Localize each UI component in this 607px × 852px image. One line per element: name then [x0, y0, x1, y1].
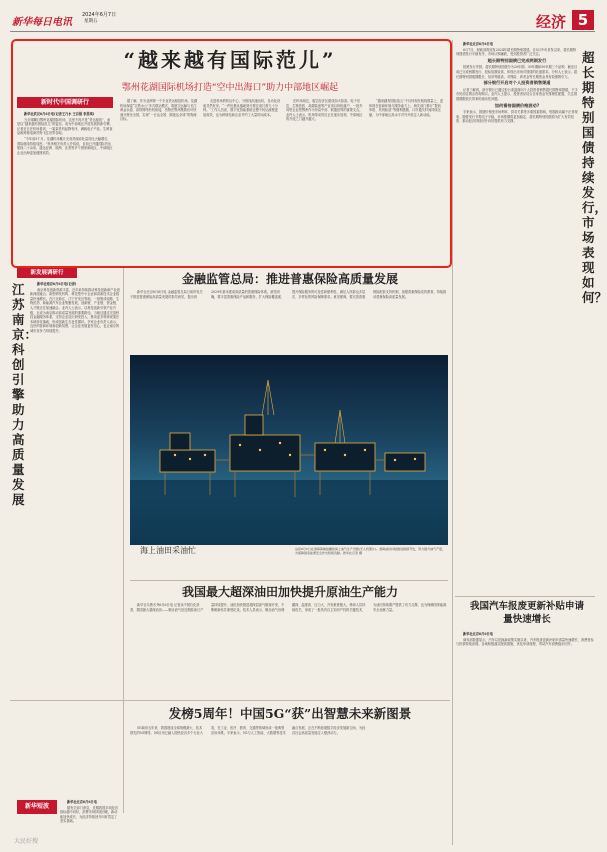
oil-headline: 我国最大超深油田加快提升原油生产能力	[181, 585, 398, 599]
right-body1: 6月7日，财政部将续发2024年超长期特别国债。自5月中旬首发以来，超长期特别国债发行平稳有序，市场认购踊跃，受到投资者广泛关注。	[456, 47, 577, 57]
photo-note: 这是6月5日在渤海海域拍摄的海上油气生产设施(无人机照片)。渤海油田持续推进勘探开发，努力提升油气产量，为保障国家能源安全作出积极贡献。新华社记者 摄	[295, 547, 446, 556]
top-story-col4	[286, 99, 364, 261]
top-story-col1	[17, 112, 113, 262]
oil-body-text: 新华社乌鲁木齐6月6日电 记者从中国石化获悉，我国最大超深油田——顺北油气田近期原油日产量持续提升，油田加快推进超深层油气勘探开发，不断刷新钻井深度纪录。技术人员表示，顺北油气田埋藏深、温度高、压力大，开发难度极大，科研人员持续攻关，形成了一批具有自主知识产权的关键技术，为油田持续增产提供了有力支撑，也为保障国家能源安全贡献力量。	[130, 603, 447, 612]
left-byline: 新华社南京6月6日电(记者)	[37, 282, 77, 286]
top-story-col4-text: 走进机场的转运中心，分拣线高速运转，自动化设备井然有序。“一件包裹从落地到分拨完成只需几十分钟。”工作人员说，数字化智能系统让整个转运流程更加高效，也为跨境电商企业节约了大量时间成本。	[203, 99, 281, 117]
auto-byline: 新华社北京6月6日电	[463, 632, 493, 636]
brief-badge	[17, 800, 57, 814]
oil-body	[130, 603, 448, 698]
right-sub2: 部分银行开启对个人投资者销售渠道	[483, 80, 551, 86]
center-body	[130, 290, 448, 352]
right-body2: 按照发行安排，超长期特别国债分为20年期、30年期和50年期三个品种，截至目前已完成两期发行，投标倍数较高，体现出市场对国债的旺盛需求。分析人士表示，超长期特别国债期限长、信用等级高，对保险、养老金等长期资金具有较强吸引力。	[456, 65, 578, 79]
top-story-col2-text: “今年前5个月，花湖机场累计完成货邮吞吐量同比大幅增长，国际航线持续加密。”机场相关负责人介绍说，目前已开通国际货运航线二十余条，通达亚洲、欧洲、北美等多个国家和地区，中部地区企业出海更加便捷高效。	[17, 136, 113, 155]
top-story-col2	[120, 99, 198, 261]
auto-body	[456, 632, 594, 842]
photo-caption: 海上油田采油忙	[140, 546, 196, 555]
brief-body-text: 据有关部门消息，近期我国多项经济指标稳中向好，消费市场持续回暖，新动能加快成长，为经济持续回升向好奠定了坚实基础。	[60, 805, 118, 824]
bottom-rule	[10, 700, 450, 701]
brief-badge-text: 新华短波	[24, 803, 49, 810]
brief-body	[60, 800, 120, 845]
masthead-rule	[10, 31, 595, 32]
issue-date: 2024年6月7日	[82, 12, 117, 18]
paper-logo: 新华每日电讯	[12, 17, 72, 28]
top-story-subheadline: 鄂州花湖国际机场打造“空中出海口”助力中部地区崛起	[121, 83, 339, 93]
issue-weekday: 星期五	[84, 19, 98, 24]
auto-headline: 我国汽车报废更新补贴申请量快速增长	[469, 601, 584, 625]
left-badge-text: 新发展调研行	[30, 270, 64, 276]
column-badge-text: 新时代中国调研行	[40, 99, 89, 106]
page-number-box	[572, 10, 594, 30]
top-story-col3-text: 据了解，作为亚洲第一个专业货运枢纽机场，花湖机场探索“空铁水公”多式联运模式，将航空运输与长江黄金水道、高铁网络有机衔接，货物在鄂州集散后可快速分拨至全国，实现“一日达全国、隔夜达全球”的物流目标。	[120, 99, 198, 122]
fiveg-body-text: 5G商用五年来，我国建成全球规模最大、技术领先的5G网络，5G应用已融入国民经济多个行业大类，在工业、医疗、教育、交通等领域形成一批典型应用场景。专家表示，5G与人工智能、大数据等技术融合发展，正在不断拓展数字经济发展新空间，为经济社会高质量发展注入强劲动力。	[130, 726, 366, 735]
right-headline: 超长期特别国债持续发行，市场表现如何？	[582, 50, 607, 305]
top-story-col3	[203, 99, 281, 261]
brief-byline: 新华社北京6月6日电	[67, 800, 97, 804]
top-story-col6-text: “越来越有国际范儿”不仅体现在航线数量上，更体现在营商环境与服务能力上。海关部门推行“提前申报、货到验放”等便利措施，口岸通关时间持续压缩，为中部地区高水平对外开放注入新动能。	[369, 99, 444, 117]
watermark: 大民好搜	[14, 838, 39, 845]
column-badge	[17, 97, 113, 108]
oil-field-photo	[130, 355, 448, 545]
right-body3: 记者了解到，部分银行已通过柜台渠道面向个人投资者销售超长期特别国债，不少市民前往网点咨询购买。业内人士提示，投资者应结合自身资金安排理性配置，关注国债期限较长带来的流动性问题。	[456, 87, 578, 101]
fiveg-body	[130, 726, 448, 846]
left-body	[30, 282, 120, 797]
left-body-text: 南京科技创新资源丰富，近年来持续推动科技创新和产业创新深度融合，新型研发机构、科技型中小企业和高新技术企业数量快速增长。在江北新区、江宁开发区等地，一批集成电路、生物医药、新能源汽车企业集聚发展，创新链、产业链、资金链、人才链正在加速融合。业内人士表示，以科技创新引领产业升级，正成为南京推动高质量发展的重要路径。当地还通过完善科技金融服务体系，支持企业加大研发投入，推动更多科研成果在本地转化落地，形成创新生态良性循环。多家企业负责人表示，良好的营商环境和创新氛围，让企业发展更有信心，也让南京的城市竞争力持续提升。	[30, 287, 120, 333]
auto-body-text: 商务部数据显示，汽车以旧换新政策实施以来，汽车报废更新补贴申请量快速增长，消费者参与热情持续高涨。各地积极落实配套措施，优化申请流程，带动汽车消费稳步回升。	[456, 637, 594, 647]
section-label: 经济	[536, 13, 567, 31]
page-number: 5	[577, 11, 589, 29]
top-story-byline: 新华社武汉6月6日电(记者王乃水 王自强 李思琪)	[24, 112, 95, 116]
center-rule	[130, 580, 448, 581]
top-story-col1-text: 当全球瞩目鄂州花湖国际机场，这里不再只是“货运枢纽”，而是以“越来越有国际范儿”的姿态，成为中部地区开放发展的新引擎。记者近日在机场看到，一架架货机起降有序，满载电子产品、生鲜食品和跨境电商货物飞往世界各地。	[17, 117, 113, 136]
left-headline: 江苏南京：科创引擎助力高质量发展	[12, 282, 38, 507]
left-badge	[17, 268, 77, 278]
top-story-headline: “越来越有国际范儿”	[123, 48, 337, 72]
right-body	[456, 42, 578, 578]
right-body4: 专家表示，国债价格受市场利率、供求关系等多重因素影响，短期波动属于正常现象。随着发行节奏趋于平稳，市场预期将更加稳定，超长期特别国债将为扩大有效投资、推动经济持续回升向好提供有力支撑。	[456, 110, 578, 124]
top-story-col5-text: 在机场周边，临空经济区建设如火如荼。电子信息、生物医药、高端装备等产业项目纷纷落户，一批外向型企业把鄂州作为布局中部、联通世界的重要支点。业内人士表示，机场带动效应正在逐步显现，中部地区的开放之门越开越大。	[286, 99, 363, 122]
top-story-col5	[369, 99, 443, 261]
right-bottom-rule	[455, 596, 595, 597]
right-sub3: 如何看待国债价格波动?	[494, 102, 540, 108]
right-sub1: 超长期特别国债已完成两期发行	[487, 57, 547, 63]
right-divider	[452, 40, 453, 845]
fiveg-headline: 发榜5周年！中国5G“获”出智慧未来新图景	[168, 706, 412, 721]
center-headline: 金融监管总局：推进普惠保险高质量发展	[181, 272, 398, 286]
center-body-text: 新华社北京6月6日电 金融监管总局日前印发关于推进普惠保险高质量发展的指导意见，提出到2029年基本建成高质量的普惠保险体系。意见明确，要丰富普惠保险产品和服务，扩大保险覆盖面，提升保险服务的可及性和便利性，满足人民群众多层次、多样化的风险保障需求。意见强调，要完善普惠保险配套支持机制，加强普惠保险宣传教育，持续推动普惠保险高质量发展。	[130, 290, 447, 299]
oil-platform-illustration	[130, 355, 448, 545]
left-divider	[123, 268, 124, 813]
right-byline: 新华社北京6月6日电	[463, 42, 493, 46]
